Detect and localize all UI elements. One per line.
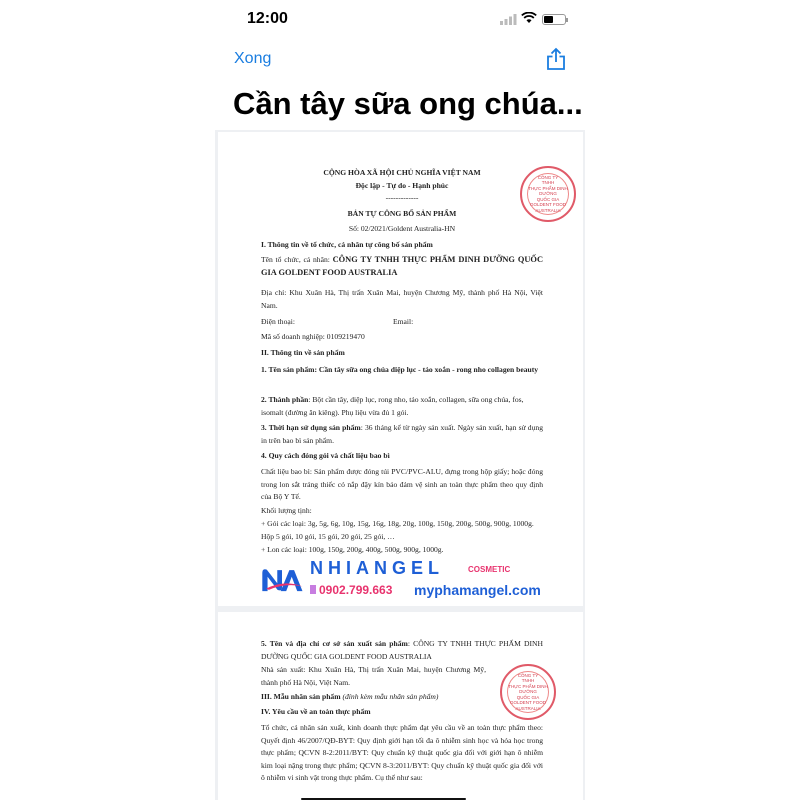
phone-label: Điện thoại: — [261, 317, 295, 326]
manufacturer-heading: 5. Tên và địa chỉ cơ sở sản xuất sản phẩm: CÔNG TY TNHH THỰC PHẨM DINH DƯỠNG QUỐC GIA GOLDENT FOOD AUSTRALIA — [261, 639, 543, 661]
company-stamp: CÔNG TY TNHH THỰC PHẨM DINH DƯỠNG QUỐC GIA GOLDENT FOOD AUSTRALIA — [520, 166, 576, 222]
safety-requirements: Tổ chức, cá nhân sản xuất, kinh doanh thực phẩm đạt yêu cầu về an toàn thực phẩm theo: Quyết định 46/2007/QĐ-BYT: Quy định giới hạn tối đa ô nhiễm sinh học và hóa học trong thực phẩm; QCVN 8-2:2011/BYT: Quy chuẩn kỹ thuật quốc gia đối với giới hạn ô nhiễm kim loại nặng trong thực phẩm; QCVN 8-3:2011/BYT: Quy chuẩn kỹ thuật quốc gia đối với ô nhiễm vi sinh vật trong thực phẩm. Cụ thể như sau: — [261, 723, 543, 782]
ingredients: 2. Thành phần: Bột cần tây, diệp lục, rong nho, tảo xoắn, collagen, sữa ong chúa, fos, isomalt (đường ăn kiêng). Phụ liệu vừa đủ 1 gói. — [261, 395, 524, 417]
watermark-cosmetic: COSMETIC — [468, 565, 511, 574]
section-1-heading: I. Thông tin về tổ chức, cá nhân tự công bố sản phẩm — [261, 240, 433, 249]
section-3-heading: III. Mẫu nhãn sản phẩm (đính kèm mẫu nhãn sản phẩm) — [261, 692, 439, 701]
clock: 12:00 — [247, 10, 288, 27]
can-sizes: + Lon các loại: 100g, 150g, 200g, 400g, 500g, 900g, 1000g. — [261, 545, 444, 554]
net-weight-label: Khối lượng tịnh: — [261, 506, 312, 515]
doc-number: Số: 02/2021/Goldent Australia-HN — [348, 224, 456, 233]
company-stamp: CÔNG TY TNHH THỰC PHẨM DINH DƯỠNG QUỐC GIA GOLDENT FOOD AUSTRALIA — [500, 664, 556, 720]
share-icon[interactable] — [546, 47, 566, 71]
org-name: Tên tổ chức, cá nhân: CÔNG TY TNHH THỰC PHẨM DINH DƯỠNG QUỐC GIA GOLDENT FOOD AUSTRALIA — [261, 255, 543, 277]
document-title: Cần tây sữa ong chúa... — [233, 86, 583, 121]
manufacturer-address: Nhà sản xuất: Khu Xuân Hà, Thị trấn Xuân Mai, huyện Chương Mỹ, thành phố Hà Nội, Việt Nam. — [261, 665, 486, 687]
email-label: Email: — [393, 317, 414, 326]
doc-title: BẢN TỰ CÔNG BỐ SẢN PHẨM — [347, 209, 457, 218]
doc-divider: ------------- — [385, 193, 419, 202]
business-code: Mã số doanh nghiệp: 0109219470 — [261, 332, 365, 341]
address: Địa chỉ: Khu Xuân Hà, Thị trấn Xuân Mai, huyện Chương Mỹ, thành phố Hà Nội, Việt Nam. — [261, 288, 543, 310]
wifi-icon — [521, 12, 537, 24]
cellular-signal-icon — [500, 14, 517, 25]
battery-icon — [542, 14, 566, 25]
status-bar — [215, 10, 585, 30]
shelf-life: 3. Thời hạn sử dụng sản phẩm: 36 tháng kể từ ngày sản xuất. Ngày sản xuất, hạn sử dụng in trên bao bì sản phẩm. — [261, 423, 543, 445]
pdf-viewer[interactable] — [215, 130, 585, 800]
box-sizes: Hộp 5 gói, 10 gói, 15 gói, 20 gói, 25 gói, … — [261, 532, 395, 541]
packaging-heading: 4. Quy cách đóng gói và chất liệu bao bì — [261, 451, 390, 460]
sachet-sizes: + Gói các loại: 3g, 5g, 6g, 10g, 15g, 16g, 18g, 20g, 100g, 150g, 200g, 500g, 900g, 1000g. — [261, 519, 534, 528]
watermark-phone: 0902.799.663 — [310, 583, 392, 597]
doc-motto: Độc lập - Tự do - Hạnh phúc — [355, 181, 449, 190]
document-page-2 — [218, 612, 583, 800]
section-4-heading: IV. Yêu cầu về an toàn thực phẩm — [261, 707, 371, 716]
document-page-1 — [218, 132, 583, 606]
section-2-heading: II. Thông tin về sản phẩm — [261, 348, 345, 357]
phone-screen — [215, 0, 585, 800]
na-logo-icon — [261, 560, 303, 600]
done-button[interactable]: Xong — [234, 50, 272, 67]
packaging-material: Chất liệu bao bì: Sản phẩm được đóng túi PVC/PVC-ALU, đựng trong hộp giấy; hoặc đóng trong lon sắt tráng thiếc có nắp đậy kín bảo đảm vệ sinh an toàn thực phẩm theo quy định của Bộ Y Tế. — [261, 467, 543, 501]
product-name: 1. Tên sản phẩm: Cần tây sữa ong chúa diệp lục - tảo xoắn - rong nho collagen beauty — [261, 365, 539, 374]
watermark-brand: NHIANGEL — [310, 558, 444, 578]
watermark-site: myphamangel.com — [414, 582, 541, 598]
doc-heading: CỘNG HÒA XÃ HỘI CHỦ NGHĨA VIỆT NAM — [323, 168, 481, 177]
